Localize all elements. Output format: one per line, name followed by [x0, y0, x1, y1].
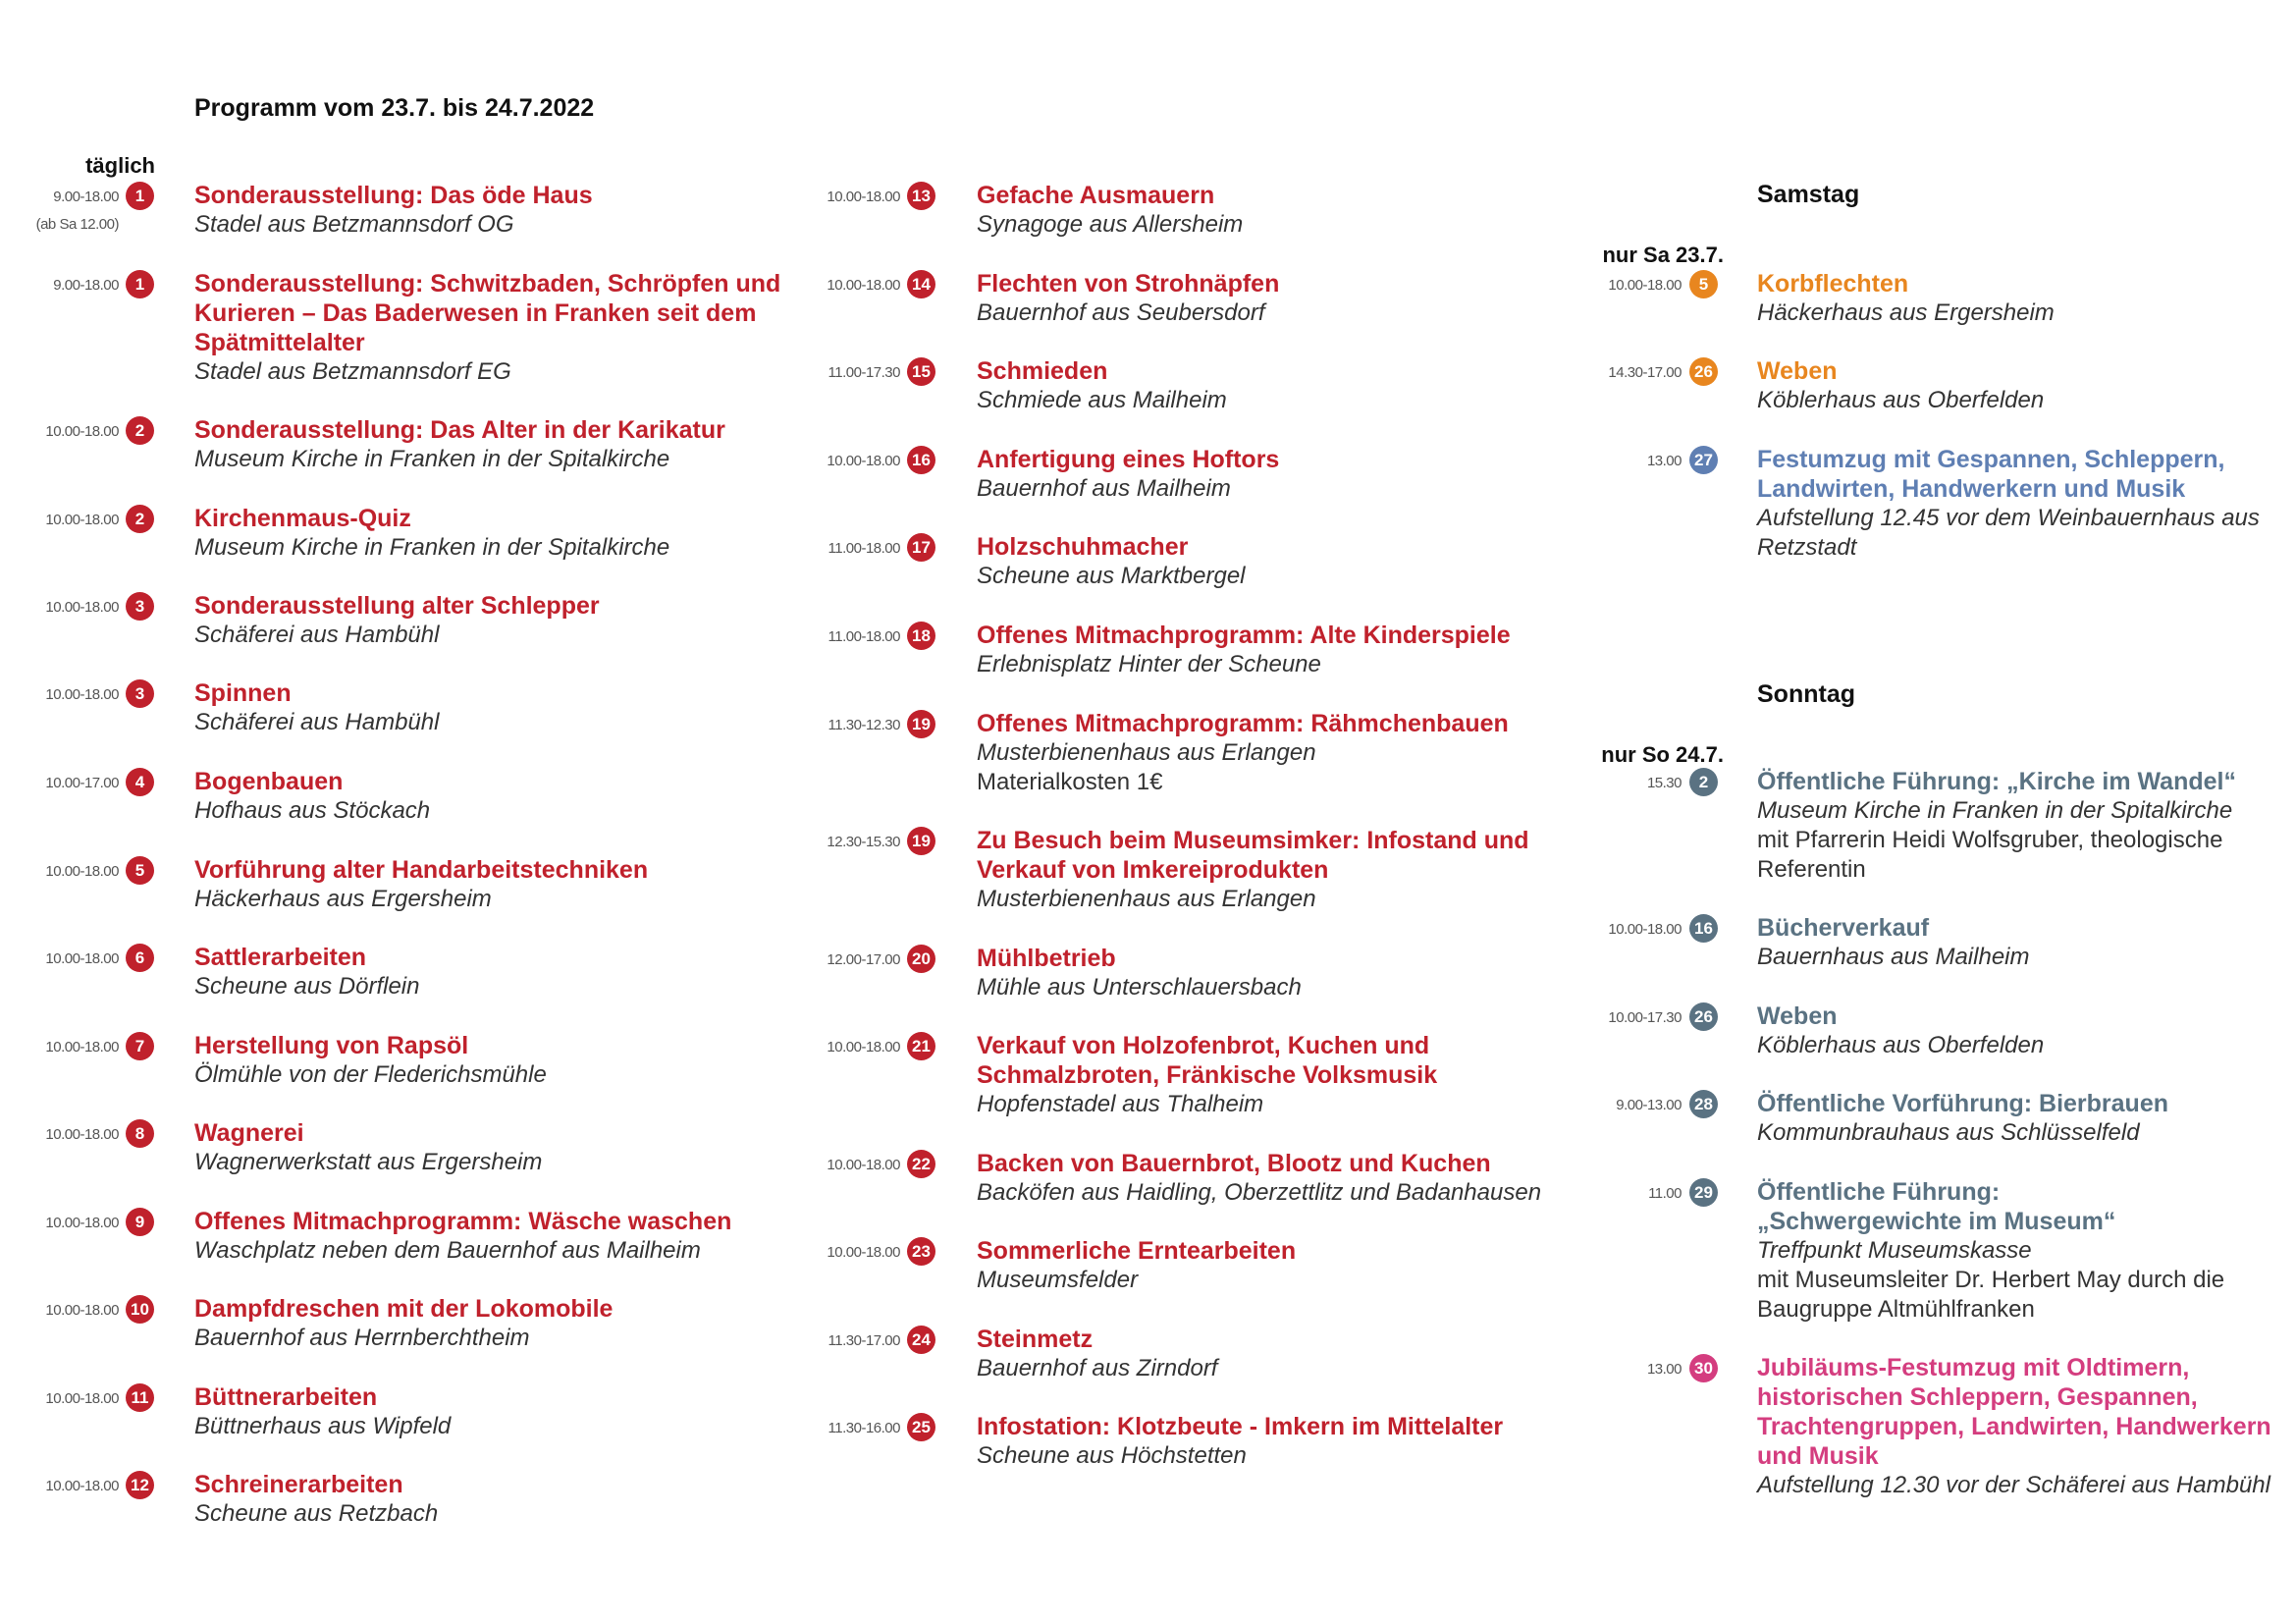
- entry-time: 10.00-18.00: [45, 1302, 119, 1319]
- entry-title: Zu Besuch beim Museumsimker: Infostand und: [977, 827, 1529, 854]
- entry-note: mit Museumsleiter Dr. Herbert May durch die: [1757, 1267, 2225, 1293]
- entry-time: 11.00-18.00: [828, 540, 900, 557]
- entry-time: 11.00-17.30: [828, 364, 900, 381]
- entry-location: Waschplatz neben dem Bauernhof aus Mailheim: [194, 1237, 701, 1264]
- entry-time: 10.00-18.00: [827, 1039, 900, 1056]
- entry-time: 10.00-18.00: [45, 863, 119, 880]
- location-number-badge: 1: [126, 270, 154, 298]
- location-number-badge: 5: [1689, 270, 1718, 298]
- entry-title: Jubiläums-Festumzug mit Oldtimern,: [1757, 1354, 2190, 1381]
- entry-time: 10.00-18.00: [45, 1390, 119, 1407]
- entry-location: Bauernhof aus Seubersdorf: [977, 299, 1265, 326]
- entry-location: Schäferei aus Hambühl: [194, 709, 440, 735]
- entry-title: Offenes Mitmachprogramm: Wäsche waschen: [194, 1208, 732, 1235]
- entry-title: Öffentliche Führung: „Kirche im Wandel“: [1757, 768, 2236, 795]
- location-number-badge: 2: [1689, 768, 1718, 796]
- entry-location: Mühle aus Unterschlauersbach: [977, 974, 1302, 1001]
- location-number-badge: 6: [126, 944, 154, 972]
- label-nur-sa: nur Sa 23.7.: [1602, 243, 1724, 267]
- location-number-badge: 24: [907, 1326, 935, 1354]
- entry-title: und Musik: [1757, 1442, 1879, 1470]
- location-number-badge: 26: [1689, 357, 1718, 386]
- entry-location: Musterbienenhaus aus Erlangen: [977, 739, 1316, 766]
- entry-time: 10.00-18.00: [827, 1157, 900, 1173]
- location-number-badge: 12: [126, 1471, 154, 1499]
- entry-location: Schmiede aus Mailheim: [977, 387, 1227, 413]
- location-number-badge: 11: [126, 1383, 154, 1412]
- entry-title: Bücherverkauf: [1757, 914, 1930, 942]
- entry-title: Bogenbauen: [194, 768, 344, 795]
- entry-time: 12.30-15.30: [827, 834, 900, 850]
- entry-location: Bauernhof aus Zirndorf: [977, 1355, 1218, 1381]
- entry-time: 10.00-17.00: [45, 775, 119, 791]
- location-number-badge: 19: [907, 827, 935, 855]
- entry-location: Häckerhaus aus Ergersheim: [194, 886, 492, 912]
- entry-location: Erlebnisplatz Hinter der Scheune: [977, 651, 1321, 677]
- entry-location: Ölmühle von der Flederichsmühle: [194, 1061, 547, 1088]
- entry-location: Musterbienenhaus aus Erlangen: [977, 886, 1316, 912]
- entry-time: 10.00-18.00: [45, 950, 119, 967]
- entry-location: Aufstellung 12.30 vor der Schäferei aus Hambühl: [1757, 1472, 2270, 1498]
- entry-location: Retzstadt: [1757, 534, 1857, 561]
- entry-location: Synagoge aus Allersheim: [977, 211, 1244, 238]
- entry-location: Hopfenstadel aus Thalheim: [977, 1091, 1264, 1117]
- entry-title: Anfertigung eines Hoftors: [977, 446, 1280, 473]
- entry-location: Museum Kirche in Franken in der Spitalkirche: [194, 534, 670, 561]
- entry-title: Sommerliche Erntearbeiten: [977, 1237, 1297, 1265]
- location-number-badge: 23: [907, 1237, 935, 1266]
- entry-location: Treffpunkt Museumskasse: [1757, 1237, 2032, 1264]
- location-number-badge: 20: [907, 945, 935, 973]
- entry-title: Schreinerarbeiten: [194, 1471, 403, 1498]
- location-number-badge: 13: [907, 182, 935, 210]
- entry-location: Scheune aus Höchstetten: [977, 1442, 1247, 1469]
- entry-title: Trachtengruppen, Landwirten, Handwerkern: [1757, 1413, 2271, 1440]
- location-number-badge: 7: [126, 1032, 154, 1060]
- entry-location: Kommunbrauhaus aus Schlüsselfeld: [1757, 1119, 2140, 1146]
- entry-title: Schmieden: [977, 357, 1108, 385]
- page-title: Programm vom 23.7. bis 24.7.2022: [194, 94, 595, 122]
- entry-title: Sonderausstellung: Schwitzbaden, Schröpfen und: [194, 270, 781, 298]
- entry-location: Scheune aus Marktbergel: [977, 563, 1246, 589]
- entry-title: Flechten von Strohnäpfen: [977, 270, 1280, 298]
- entry-time: 10.00-18.00: [45, 512, 119, 528]
- location-number-badge: 26: [1689, 1002, 1718, 1031]
- entry-title: Offenes Mitmachprogramm: Alte Kinderspiele: [977, 622, 1511, 649]
- entry-time: 9.00-18.00: [53, 189, 119, 205]
- entry-title: Öffentliche Führung:: [1757, 1178, 2001, 1206]
- location-number-badge: 14: [907, 270, 935, 298]
- location-number-badge: 16: [907, 446, 935, 474]
- entry-title: Infostation: Klotzbeute - Imkern im Mittelalter: [977, 1413, 1504, 1440]
- location-number-badge: 30: [1689, 1354, 1718, 1382]
- entry-location: Bauernhaus aus Mailheim: [1757, 944, 2030, 970]
- entry-location: Stadel aus Betzmannsdorf OG: [194, 211, 514, 238]
- entry-time: 10.00-18.00: [45, 686, 119, 703]
- entry-location: Wagnerwerkstatt aus Ergersheim: [194, 1149, 543, 1175]
- entry-title: Verkauf von Holzofenbrot, Kuchen und: [977, 1032, 1430, 1059]
- entry-location: Köblerhaus aus Oberfelden: [1757, 1032, 2045, 1058]
- location-number-badge: 8: [126, 1119, 154, 1148]
- entry-title: Festumzug mit Gespannen, Schleppern,: [1757, 446, 2225, 473]
- entry-subtime: (ab Sa 12.00): [35, 216, 119, 233]
- location-number-badge: 28: [1689, 1090, 1718, 1118]
- entry-title: Offenes Mitmachprogramm: Rähmchenbauen: [977, 710, 1509, 737]
- entry-title: Sonderausstellung: Das Alter in der Karikatur: [194, 416, 725, 444]
- entry-time: 10.00-18.00: [45, 423, 119, 440]
- location-number-badge: 19: [907, 710, 935, 738]
- location-number-badge: 17: [907, 533, 935, 562]
- entry-time: 10.00-18.00: [45, 599, 119, 616]
- entry-location: Museum Kirche in Franken in der Spitalkirche: [194, 446, 670, 472]
- entry-note: Referentin: [1757, 856, 1866, 883]
- entry-title: „Schwergewichte im Museum“: [1757, 1208, 2116, 1235]
- location-number-badge: 16: [1689, 914, 1718, 943]
- entry-location: Scheune aus Dörflein: [194, 973, 420, 1000]
- location-number-badge: 5: [126, 856, 154, 885]
- entry-title: historischen Schleppern, Gespannen,: [1757, 1383, 2198, 1411]
- entry-time: 13.00: [1646, 1361, 1682, 1378]
- entry-title: Öffentliche Vorführung: Bierbrauen: [1757, 1090, 2168, 1117]
- entry-title: Vorführung alter Handarbeitstechniken: [194, 856, 649, 884]
- entry-location: Hofhaus aus Stöckach: [194, 797, 431, 824]
- entry-location: Bauernhof aus Herrnberchtheim: [194, 1325, 530, 1351]
- entry-time: 10.00-18.00: [45, 1215, 119, 1231]
- label-taeglich: täglich: [85, 153, 155, 178]
- entry-title: Landwirten, Handwerkern und Musik: [1757, 475, 2186, 503]
- entry-title: Steinmetz: [977, 1326, 1094, 1353]
- location-number-badge: 27: [1689, 446, 1718, 474]
- entry-location: Köblerhaus aus Oberfelden: [1757, 387, 2045, 413]
- entry-title: Sonderausstellung: Das öde Haus: [194, 182, 593, 209]
- location-number-badge: 3: [126, 592, 154, 621]
- entry-title: Wagnerei: [194, 1119, 304, 1147]
- entry-time: 10.00-18.00: [827, 1244, 900, 1261]
- entry-title: Backen von Bauernbrot, Blootz und Kuchen: [977, 1150, 1491, 1177]
- entry-title: Spätmittelalter: [194, 329, 365, 356]
- location-number-badge: 15: [907, 357, 935, 386]
- entry-location: Büttnerhaus aus Wipfeld: [194, 1413, 452, 1439]
- entry-time: 14.30-17.00: [1608, 364, 1682, 381]
- entry-time: 10.00-18.00: [45, 1478, 119, 1494]
- location-number-badge: 21: [907, 1032, 935, 1060]
- entry-location: Museumsfelder: [977, 1267, 1139, 1293]
- entry-title: Kurieren – Das Baderwesen in Franken seit dem: [194, 299, 757, 327]
- entry-title: Gefache Ausmauern: [977, 182, 1215, 209]
- entry-title: Weben: [1757, 357, 1838, 385]
- entry-time: 11.30-12.30: [828, 717, 900, 733]
- entry-time: 12.00-17.00: [827, 951, 900, 968]
- entry-time: 10.00-18.00: [827, 453, 900, 469]
- entry-location: Bauernhof aus Mailheim: [977, 475, 1231, 502]
- location-number-badge: 25: [907, 1413, 935, 1441]
- entry-time: 11.00: [1648, 1185, 1682, 1202]
- location-number-badge: 22: [907, 1150, 935, 1178]
- location-number-badge: 18: [907, 622, 935, 650]
- entry-title: Holzschuhmacher: [977, 533, 1189, 561]
- entry-title: Spinnen: [194, 679, 292, 707]
- entry-time: 9.00-18.00: [53, 277, 119, 294]
- entry-location: Stadel aus Betzmannsdorf EG: [194, 358, 511, 385]
- location-number-badge: 1: [126, 182, 154, 210]
- location-number-badge: 29: [1689, 1178, 1718, 1207]
- location-number-badge: 4: [126, 768, 154, 796]
- entry-title: Dampfdreschen mit der Lokomobile: [194, 1295, 614, 1323]
- label-samstag: Samstag: [1757, 181, 1860, 208]
- entry-time: 10.00-18.00: [1608, 921, 1682, 938]
- entry-title: Sonderausstellung alter Schlepper: [194, 592, 600, 620]
- entry-location: Scheune aus Retzbach: [194, 1500, 439, 1527]
- entry-time: 10.00-17.30: [1608, 1009, 1682, 1026]
- entry-time: 10.00-18.00: [45, 1039, 119, 1056]
- entry-title: Herstellung von Rapsöl: [194, 1032, 469, 1059]
- location-number-badge: 2: [126, 416, 154, 445]
- entry-location: Häckerhaus aus Ergersheim: [1757, 299, 2055, 326]
- entry-time: 15.30: [1646, 775, 1682, 791]
- location-number-badge: 3: [126, 679, 154, 708]
- entry-time: 9.00-13.00: [1616, 1097, 1682, 1113]
- entry-note: mit Pfarrerin Heidi Wolfsgruber, theologische: [1757, 827, 2223, 853]
- location-number-badge: 2: [126, 505, 154, 533]
- entry-time: 10.00-18.00: [1608, 277, 1682, 294]
- entry-time: 11.00-18.00: [828, 628, 900, 645]
- entry-title: Mühlbetrieb: [977, 945, 1116, 972]
- entry-time: 10.00-18.00: [827, 189, 900, 205]
- entry-note: Materialkosten 1€: [977, 769, 1163, 795]
- entry-time: 10.00-18.00: [45, 1126, 119, 1143]
- location-number-badge: 9: [126, 1208, 154, 1236]
- entry-title: Korbflechten: [1757, 270, 1909, 298]
- entry-time: 10.00-18.00: [827, 277, 900, 294]
- entry-title: Verkauf von Imkereiprodukten: [977, 856, 1329, 884]
- entry-location: Museum Kirche in Franken in der Spitalkirche: [1757, 797, 2233, 824]
- location-number-badge: 10: [126, 1295, 154, 1324]
- entry-location: Aufstellung 12.45 vor dem Weinbauernhaus aus: [1757, 505, 2260, 531]
- entry-location: Backöfen aus Haidling, Oberzettlitz und Badanhausen: [977, 1179, 1542, 1206]
- label-nur-so: nur So 24.7.: [1601, 742, 1724, 767]
- entry-time: 11.30-17.00: [828, 1332, 900, 1349]
- entry-note: Baugruppe Altmühlfranken: [1757, 1296, 2035, 1323]
- entry-title: Weben: [1757, 1002, 1838, 1030]
- entry-title: Sattlerarbeiten: [194, 944, 367, 971]
- entry-time: 11.30-16.00: [828, 1420, 900, 1436]
- entry-title: Kirchenmaus-Quiz: [194, 505, 411, 532]
- entry-title: Büttnerarbeiten: [194, 1383, 378, 1411]
- label-sonntag: Sonntag: [1757, 680, 1855, 708]
- entry-time: 13.00: [1646, 453, 1682, 469]
- entry-location: Schäferei aus Hambühl: [194, 622, 440, 648]
- entry-title: Schmalzbroten, Fränkische Volksmusik: [977, 1061, 1438, 1089]
